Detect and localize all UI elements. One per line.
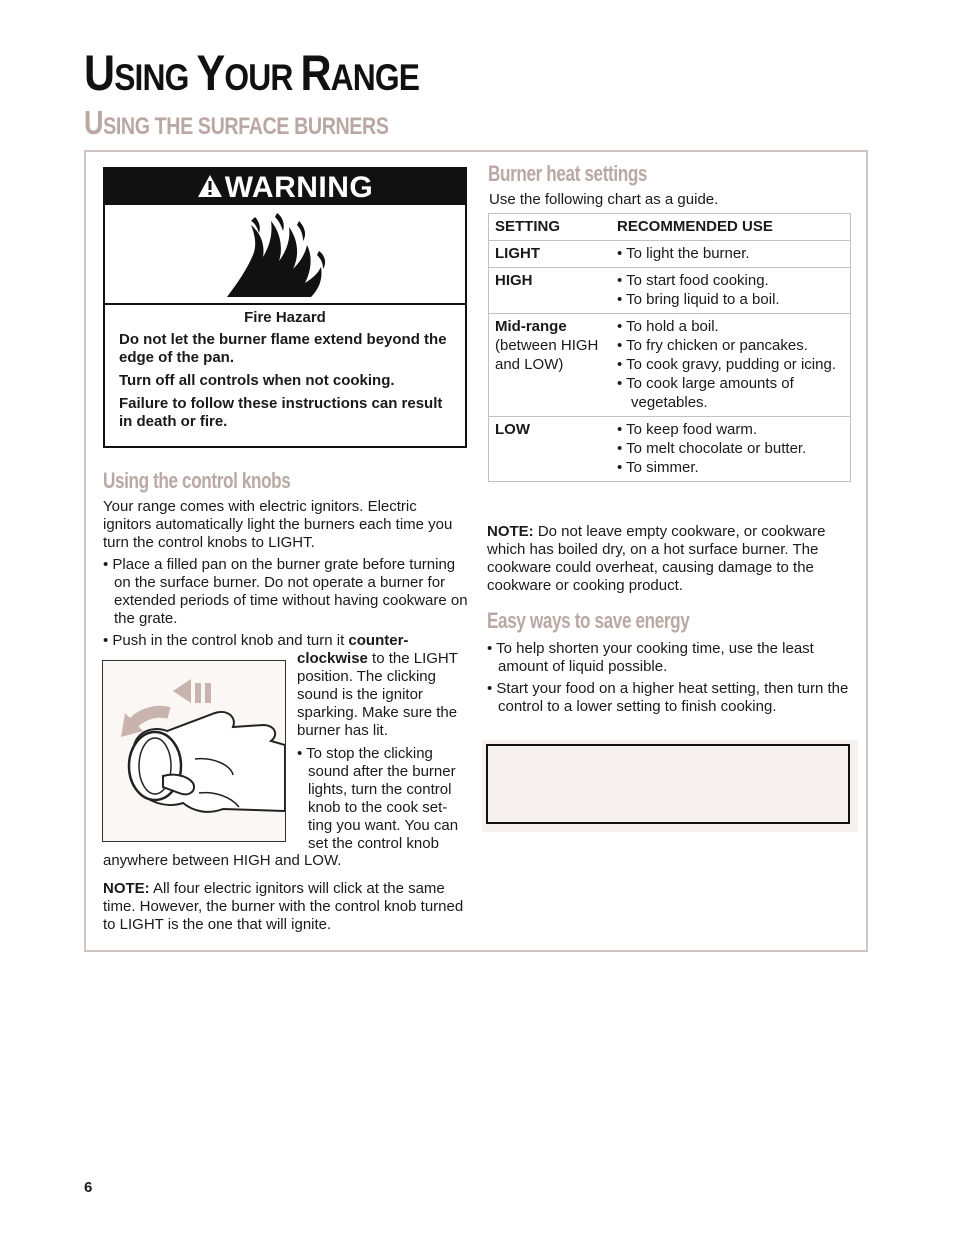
page-title (84, 44, 419, 102)
use-item: • To melt chocolate or butter. (617, 440, 807, 457)
use-item: • To simmer. (617, 459, 699, 476)
control-knobs-heading: Using the control knobs (103, 468, 291, 493)
title-part: SING (114, 57, 197, 98)
control-knobs-intro-block (103, 498, 469, 650)
title-part: R (300, 45, 331, 101)
fire-icon (225, 211, 335, 299)
title-part: U (84, 45, 115, 101)
energy-list (487, 640, 853, 716)
page-number: 6 (84, 1179, 93, 1196)
control-knob-illustration (102, 660, 286, 842)
table-header-row (489, 214, 851, 241)
title-part: ANGE (330, 57, 420, 98)
control-knobs-intro: Your range comes with electric ignitors. Electric ignitors automatically light the burners each time you turn the control knobs to LIGHT. (103, 498, 453, 551)
warning-label: WARNING (224, 171, 374, 204)
column-header: SETTING (489, 214, 612, 241)
control-knobs-bullet: • Place a filled pan on the burner grate before turning on the surface burner. Do not operate a burner for extended periods of time without having cookware on the grate. (103, 556, 468, 627)
use-item: • To light the burner. (617, 245, 750, 262)
warning-line: Turn off all controls when not cooking. (119, 372, 395, 389)
energy-bullet: • Start your food on a higher heat setting, then turn the control to a lower setting to finish cooking. (487, 680, 849, 715)
subtitle-part: SING THE SURFACE BURNERS (103, 113, 389, 140)
table-row (489, 314, 851, 417)
note-paragraph (487, 523, 853, 595)
use-item: • To fry chicken or pancakes. (617, 337, 808, 354)
setting-cell: LOW (489, 417, 612, 482)
setting-cell: LIGHT (489, 241, 612, 268)
setting-name: Mid-range (495, 318, 567, 335)
note-label: NOTE: (487, 523, 534, 540)
warning-line: Failure to follow these instructions can result in death or fire. (119, 395, 443, 430)
bullet-text: to the LIGHT position. The clicking sound is the ignitor sparking. Make sure the burner has lit. (297, 650, 458, 739)
use-item: • To start food cooking. (617, 272, 769, 289)
empty-callout-box (486, 744, 850, 824)
warning-text (105, 305, 465, 431)
table-row (489, 268, 851, 314)
note-text: Do not leave empty cookware, or cookware which has boiled dry, on a hot surface burner. The cookware could overheat, causing damage to the cookware or cooking product. (487, 523, 826, 594)
control-knobs-tail (103, 852, 469, 934)
note-text: All four electric ignitors will click at the same time. However, the burner with the control knob turned to LIGHT is the one that will ignite. (103, 880, 464, 933)
heat-settings-heading: Burner heat settings (488, 161, 648, 186)
use-item: • To hold a boil. (617, 318, 719, 335)
cookware-note (487, 523, 853, 595)
use-cell (611, 417, 851, 482)
use-item: • To cook large amounts of vegetables. (617, 375, 794, 411)
bullet-text: • Push in the control knob and turn it (103, 632, 349, 649)
bullet-text: anywhere between HIGH and LOW. (103, 852, 342, 869)
use-item: • To cook gravy, pudding or icing. (617, 356, 836, 373)
use-item: • To keep food warm. (617, 421, 758, 438)
warning-box (103, 167, 467, 448)
hazard-title: Fire Hazard (244, 309, 326, 326)
energy-heading: Easy ways to save energy (487, 608, 690, 633)
warning-line: Do not let the burner flame extend beyond the edge of the pan. (119, 331, 447, 366)
bullet-bold: clockwise (297, 650, 368, 667)
control-knobs-bullet (103, 632, 469, 650)
title-part: OUR (224, 57, 301, 98)
page-subtitle (84, 104, 389, 142)
heat-settings-table (488, 213, 851, 482)
bullet-continuation (297, 650, 465, 740)
bullet-bold: counter- (348, 632, 409, 649)
table-row (489, 241, 851, 268)
title-part: Y (196, 45, 225, 101)
use-item: • To bring liquid to a boil. (617, 291, 780, 308)
heat-settings-intro: Use the following chart as a guide. (489, 191, 719, 208)
setting-cell (489, 314, 612, 417)
use-cell (611, 268, 851, 314)
knob-side-text (297, 650, 465, 853)
energy-bullet: • To help shorten your cooking time, use the least amount of liquid possible. (487, 640, 814, 675)
column-header: RECOMMENDED USE (611, 214, 851, 241)
warning-triangle-icon (197, 169, 223, 209)
subtitle-part: U (84, 104, 104, 141)
flame-area (105, 205, 465, 305)
note-label: NOTE: (103, 880, 150, 897)
control-knobs-bullet: • To stop the clicking sound after the burner lights, turn the control knob to the cook set-ting you want. You can set the control knob (297, 745, 459, 852)
control-knobs-note (103, 880, 469, 934)
use-cell (611, 314, 851, 417)
setting-cell: HIGH (489, 268, 612, 314)
table-row (489, 417, 851, 482)
use-cell (611, 241, 851, 268)
warning-header (105, 169, 465, 205)
setting-sub: (between HIGH and LOW) (495, 337, 599, 373)
